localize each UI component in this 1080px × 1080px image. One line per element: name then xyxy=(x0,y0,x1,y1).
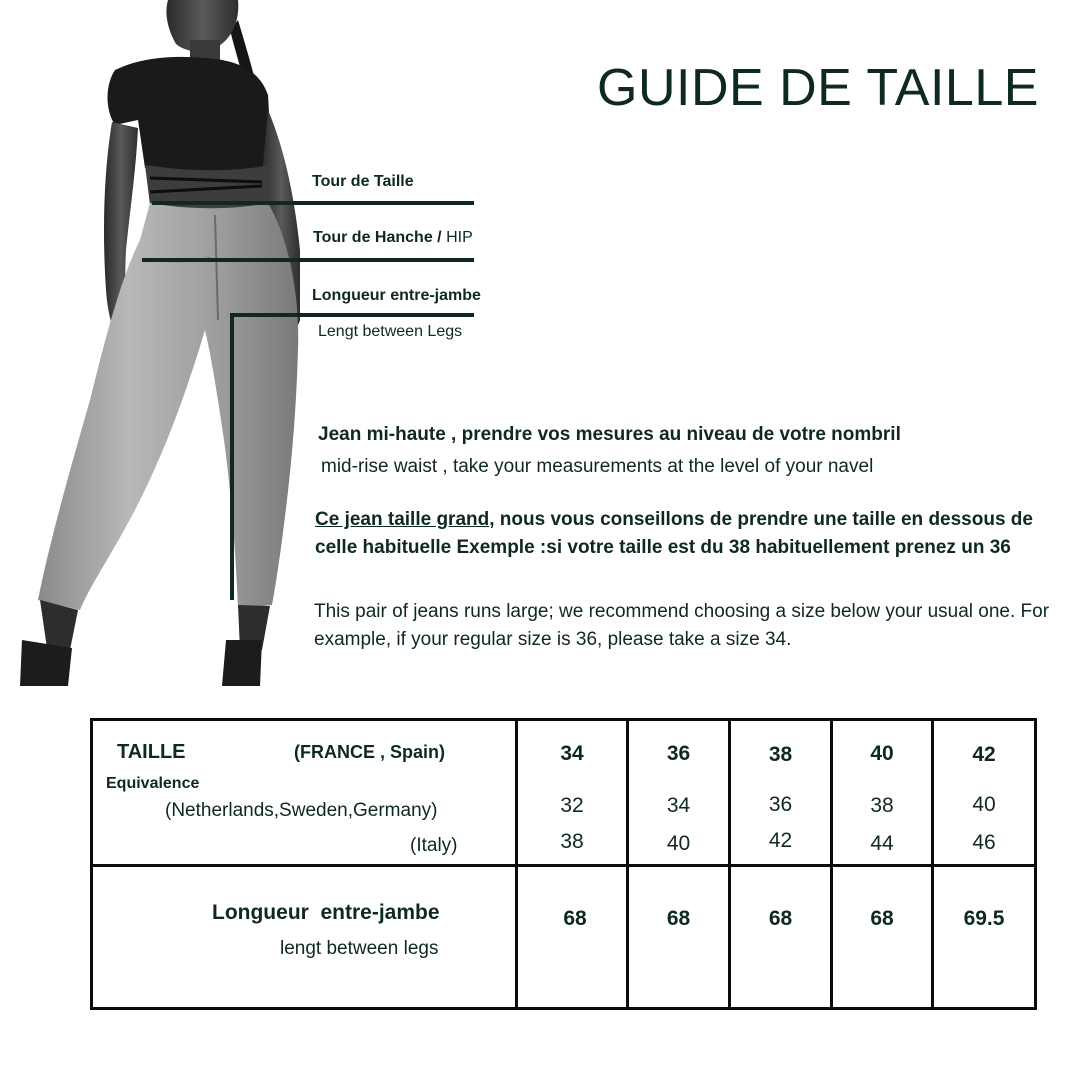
inseam-table-label: Longueur entre-jambe xyxy=(212,901,440,924)
size-nl: 32 xyxy=(560,794,584,817)
size-header-cell xyxy=(92,720,517,866)
fit-note-en: This pair of jeans runs large; we recommend choosing a size below your usual one. For example, if your regular size is 36, please take a size 34. xyxy=(314,601,1050,650)
size-cell-42 xyxy=(933,720,1036,866)
rise-note-en: mid-rise waist , take your measurements at the level of your navel xyxy=(321,456,874,477)
inseam-sublabel: Lengt between Legs xyxy=(318,323,463,340)
size-nl: 36 xyxy=(768,793,793,816)
inseam-cell xyxy=(730,866,832,1009)
size-fr: 38 xyxy=(768,743,793,766)
hip-label-fr: Tour de Hanche / xyxy=(313,229,442,246)
size-nl: 40 xyxy=(972,793,996,816)
size-it: 40 xyxy=(666,832,691,855)
inseam-vertical-line xyxy=(230,313,234,600)
table-row xyxy=(92,866,1036,1009)
france-label: (FRANCE , Spain) xyxy=(294,742,445,762)
size-cell-34 xyxy=(517,720,628,866)
size-fr: 42 xyxy=(972,743,996,766)
taille-label: TAILLE xyxy=(117,741,186,763)
waist-label: Tour de Taille xyxy=(312,173,414,190)
inseam-cell xyxy=(628,866,730,1009)
size-it: 38 xyxy=(560,830,584,853)
size-it: 46 xyxy=(972,831,996,854)
inseam-line xyxy=(230,313,474,317)
size-nl: 34 xyxy=(666,794,691,817)
inseam-header-cell xyxy=(92,866,517,1009)
inseam-cell xyxy=(517,866,628,1009)
size-fr: 40 xyxy=(870,742,894,765)
table-row xyxy=(92,720,1036,866)
size-table xyxy=(90,718,1037,1010)
it-label: (Italy) xyxy=(410,835,458,856)
inseam-label: Longueur entre-jambe xyxy=(312,287,481,304)
fit-note-fr-underlined: Ce jean taille grand xyxy=(315,509,490,530)
hip-line xyxy=(142,258,474,262)
inseam-value: 68 xyxy=(870,907,894,930)
nl-label: (Netherlands,Sweden,Germany) xyxy=(165,800,438,821)
inseam-cell xyxy=(933,866,1036,1009)
inseam-value: 69.5 xyxy=(963,907,1005,930)
size-cell-40 xyxy=(832,720,933,866)
fit-note-fr xyxy=(315,506,1075,562)
hip-label xyxy=(313,229,473,247)
size-cell-38 xyxy=(730,720,832,866)
inseam-value: 68 xyxy=(563,907,587,930)
inseam-cell xyxy=(832,866,933,1009)
hip-label-en: HIP xyxy=(446,229,473,246)
page-title: GUIDE DE TAILLE xyxy=(597,59,1039,117)
model-photo xyxy=(0,0,310,690)
size-cell-36 xyxy=(628,720,730,866)
inseam-value: 68 xyxy=(768,907,793,930)
size-it: 44 xyxy=(870,832,894,855)
waist-line xyxy=(152,201,474,205)
rise-note-fr: Jean mi-haute , prendre vos mesures au niveau de votre nombril xyxy=(318,424,901,445)
equivalence-label: Equivalence xyxy=(106,775,200,792)
inseam-table-sublabel: lengt between legs xyxy=(280,938,439,959)
size-fr: 34 xyxy=(560,742,584,765)
inseam-value: 68 xyxy=(666,907,691,930)
size-fr: 36 xyxy=(666,742,691,765)
size-nl: 38 xyxy=(870,794,894,817)
fit-note-fr-rest: , nous vous conseillons de prendre une taille en dessous de celle habituelle Exemple :si votre taille est du 38 habituellement prenez un 36 xyxy=(315,509,1033,558)
size-it: 42 xyxy=(768,829,793,852)
